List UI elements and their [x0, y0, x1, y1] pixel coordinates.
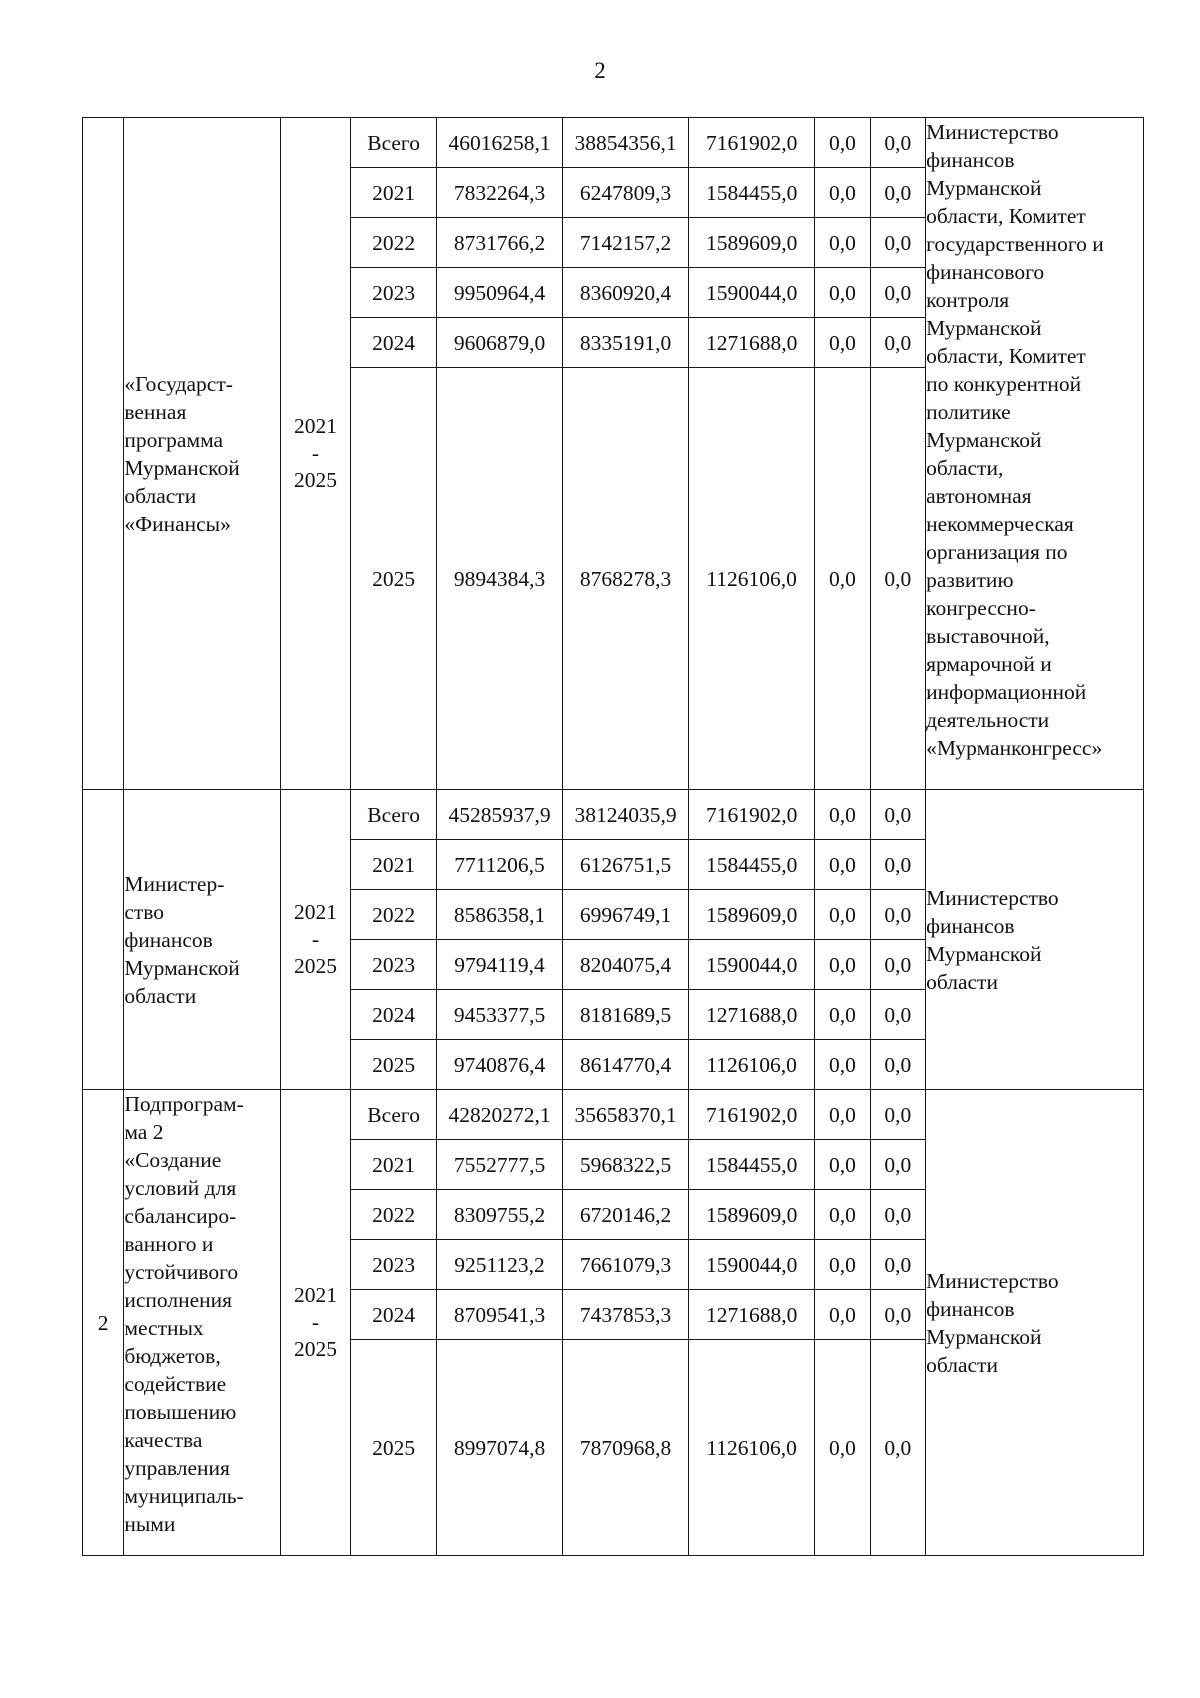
value-cell: 0,0	[870, 1290, 925, 1340]
program-name: «Государст- венная программа Мурманской области «Финансы»	[124, 118, 280, 790]
row-index	[83, 790, 124, 1090]
value-cell: 38854356,1	[563, 118, 689, 168]
total-cell: 9453377,5	[436, 990, 562, 1040]
total-cell: 7711206,5	[436, 840, 562, 890]
value-cell: 35658370,1	[563, 1090, 689, 1140]
year-cell: 2024	[351, 1290, 437, 1340]
value-cell: 0,0	[815, 368, 870, 790]
value-cell: 0,0	[815, 890, 870, 940]
total-cell: 8586358,1	[436, 890, 562, 940]
value-cell: 0,0	[815, 840, 870, 890]
value-cell: 0,0	[870, 218, 925, 268]
value-cell: 0,0	[815, 1240, 870, 1290]
budget-table	[82, 117, 1144, 1556]
table-group	[83, 790, 1144, 1090]
value-cell: 0,0	[815, 1140, 870, 1190]
year-cell: 2021	[351, 840, 437, 890]
total-cell: 46016258,1	[436, 118, 562, 168]
value-cell: 0,0	[870, 890, 925, 940]
total-cell: 9606879,0	[436, 318, 562, 368]
total-cell: 9251123,2	[436, 1240, 562, 1290]
value-cell: 0,0	[815, 940, 870, 990]
year-cell: 2022	[351, 218, 437, 268]
year-cell: 2025	[351, 1340, 437, 1556]
value-cell: 7437853,3	[563, 1290, 689, 1340]
total-cell: 7832264,3	[436, 168, 562, 218]
value-cell: 8768278,3	[563, 368, 689, 790]
program-period: 2021 - 2025	[280, 1090, 351, 1556]
program-period: 2021 - 2025	[280, 118, 351, 790]
value-cell: 1126106,0	[689, 1040, 815, 1090]
table-row	[83, 1090, 1144, 1140]
value-cell: 0,0	[870, 1040, 925, 1090]
value-cell: 1271688,0	[689, 990, 815, 1040]
value-cell: 6720146,2	[563, 1190, 689, 1240]
value-cell: 8335191,0	[563, 318, 689, 368]
value-cell: 8614770,4	[563, 1040, 689, 1090]
executor-name: Министерство финансов Мурманской области, Комитет государственного и финансового контроля Мурманской области, Комитет по конкурентной политике Мурманской области, автономная некоммерческая организация по развитию конгрессно- выставочной, ярмарочной и информационной деятельности «Мурманконгресс»	[926, 118, 1144, 790]
value-cell: 7870968,8	[563, 1340, 689, 1556]
value-cell: 0,0	[870, 940, 925, 990]
year-cell: 2023	[351, 1240, 437, 1290]
value-cell: 6126751,5	[563, 840, 689, 890]
value-cell: 0,0	[870, 268, 925, 318]
value-cell: 0,0	[870, 1340, 925, 1556]
executor-name: Министерство финансов Мурманской области	[926, 1090, 1144, 1556]
value-cell: 0,0	[870, 840, 925, 890]
value-cell: 7161902,0	[689, 118, 815, 168]
row-index: 2	[83, 1090, 124, 1556]
table-row	[83, 790, 1144, 840]
value-cell: 7161902,0	[689, 1090, 815, 1140]
year-cell: Всего	[351, 1090, 437, 1140]
value-cell: 0,0	[815, 218, 870, 268]
value-cell: 8204075,4	[563, 940, 689, 990]
year-cell: 2024	[351, 990, 437, 1040]
value-cell: 1584455,0	[689, 168, 815, 218]
value-cell: 0,0	[870, 790, 925, 840]
year-cell: 2023	[351, 940, 437, 990]
value-cell: 0,0	[870, 118, 925, 168]
value-cell: 0,0	[870, 990, 925, 1040]
total-cell: 8731766,2	[436, 218, 562, 268]
page-number: 2	[594, 58, 606, 83]
total-cell: 42820272,1	[436, 1090, 562, 1140]
value-cell: 8360920,4	[563, 268, 689, 318]
value-cell: 1271688,0	[689, 318, 815, 368]
table-group	[83, 1090, 1144, 1556]
value-cell: 38124035,9	[563, 790, 689, 840]
year-cell: 2025	[351, 368, 437, 790]
value-cell: 0,0	[870, 1240, 925, 1290]
program-name: Подпрограм- ма 2 «Создание условий для сбалансиро- ванного и устойчивого исполнения местных бюджетов, содействие повышению качества управления муниципаль- ными	[124, 1090, 280, 1556]
total-cell: 8309755,2	[436, 1190, 562, 1240]
year-cell: Всего	[351, 790, 437, 840]
program-period: 2021 - 2025	[280, 790, 351, 1090]
value-cell: 0,0	[870, 1140, 925, 1190]
value-cell: 1589609,0	[689, 890, 815, 940]
year-cell: 2023	[351, 268, 437, 318]
value-cell: 0,0	[870, 1190, 925, 1240]
value-cell: 7142157,2	[563, 218, 689, 268]
total-cell: 7552777,5	[436, 1140, 562, 1190]
value-cell: 0,0	[815, 1340, 870, 1556]
table-group	[83, 118, 1144, 790]
value-cell: 0,0	[815, 1190, 870, 1240]
total-cell: 9950964,4	[436, 268, 562, 318]
value-cell: 1590044,0	[689, 940, 815, 990]
year-cell: 2021	[351, 168, 437, 218]
year-cell: 2022	[351, 890, 437, 940]
value-cell: 1584455,0	[689, 840, 815, 890]
value-cell: 0,0	[815, 318, 870, 368]
value-cell: 0,0	[815, 990, 870, 1040]
value-cell: 7161902,0	[689, 790, 815, 840]
year-cell: 2021	[351, 1140, 437, 1190]
total-cell: 8997074,8	[436, 1340, 562, 1556]
value-cell: 7661079,3	[563, 1240, 689, 1290]
value-cell: 1126106,0	[689, 368, 815, 790]
total-cell: 9740876,4	[436, 1040, 562, 1090]
year-cell: 2025	[351, 1040, 437, 1090]
value-cell: 0,0	[815, 118, 870, 168]
year-cell: 2024	[351, 318, 437, 368]
value-cell: 0,0	[815, 1090, 870, 1140]
year-cell: Всего	[351, 118, 437, 168]
table-row	[83, 118, 1144, 168]
value-cell: 0,0	[815, 1040, 870, 1090]
value-cell: 1126106,0	[689, 1340, 815, 1556]
value-cell: 0,0	[815, 790, 870, 840]
value-cell: 8181689,5	[563, 990, 689, 1040]
value-cell: 0,0	[870, 368, 925, 790]
program-name: Министер- ство финансов Мурманской области	[124, 790, 280, 1090]
year-cell: 2022	[351, 1190, 437, 1240]
value-cell: 1589609,0	[689, 218, 815, 268]
value-cell: 6996749,1	[563, 890, 689, 940]
total-cell: 45285937,9	[436, 790, 562, 840]
value-cell: 1590044,0	[689, 1240, 815, 1290]
value-cell: 0,0	[870, 1090, 925, 1140]
value-cell: 1590044,0	[689, 268, 815, 318]
value-cell: 1584455,0	[689, 1140, 815, 1190]
total-cell: 8709541,3	[436, 1290, 562, 1340]
total-cell: 9894384,3	[436, 368, 562, 790]
value-cell: 0,0	[815, 168, 870, 218]
value-cell: 0,0	[815, 1290, 870, 1340]
value-cell: 5968322,5	[563, 1140, 689, 1190]
value-cell: 0,0	[815, 268, 870, 318]
executor-name: Министерство финансов Мурманской области	[926, 790, 1144, 1090]
value-cell: 0,0	[870, 318, 925, 368]
value-cell: 0,0	[870, 168, 925, 218]
row-index	[83, 118, 124, 790]
value-cell: 1589609,0	[689, 1190, 815, 1240]
total-cell: 9794119,4	[436, 940, 562, 990]
value-cell: 6247809,3	[563, 168, 689, 218]
value-cell: 1271688,0	[689, 1290, 815, 1340]
